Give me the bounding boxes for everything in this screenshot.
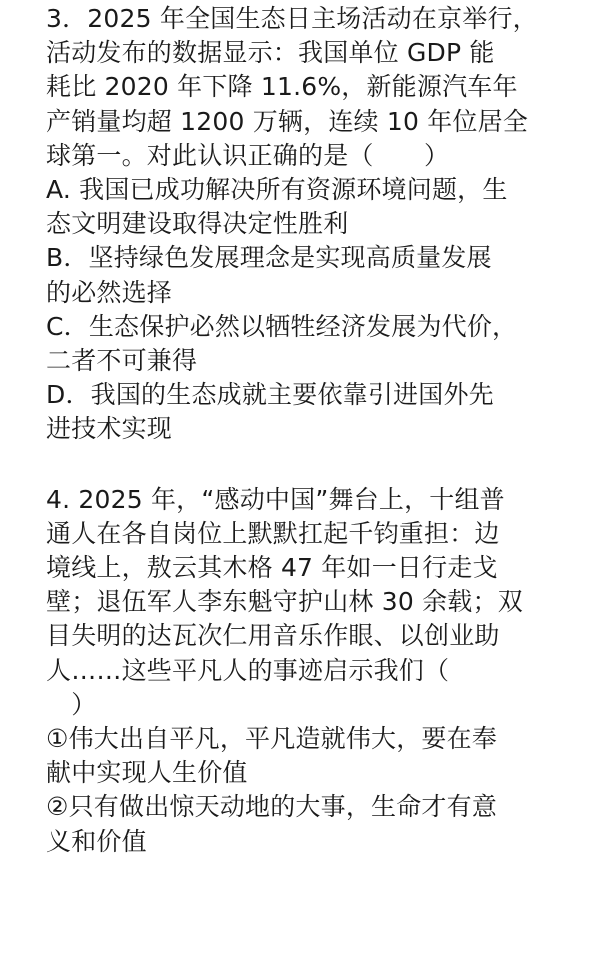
- question-4-line: 目失明的达瓦次仁用音乐作眼、以创业助: [46, 621, 500, 651]
- statement-2-line: 义和价值: [46, 826, 147, 856]
- question-4-line: 人……这些平凡人的事迹启示我们（: [46, 655, 450, 685]
- question-3-line: 活动发布的数据显示：我国单位 GDP 能: [46, 38, 495, 68]
- question-4-line: 壁；退伍军人李东魁守护山林 30 余载；双: [46, 587, 523, 617]
- question-3-line: 耗比 2020 年下降 11.6%，新能源汽车年: [46, 72, 518, 102]
- question-3-line: 球第一。对此认识正确的是（ ）: [46, 140, 450, 170]
- option-a-line: 态文明建设取得决定性胜利: [46, 209, 349, 239]
- question-4-line: 通人在各自岗位上默默扛起千钧重担：边: [46, 518, 500, 548]
- question-3-line: 产销量均超 1200 万辆，连续 10 年位居全: [46, 106, 529, 136]
- statement-1-line: 献中实现人生价值: [46, 758, 248, 788]
- option-c: [46, 310, 580, 378]
- question-4-line: 境线上，敖云其木格 47 年如一日行走戈: [46, 553, 498, 583]
- option-c-line: 二者不可兼得: [46, 346, 198, 376]
- statement-1-line: ①伟大出自平凡，平凡造就伟大，要在奉: [46, 724, 498, 754]
- option-a-line: A. 我国已成功解决所有资源环境问题，生: [46, 175, 508, 205]
- question-3: [46, 2, 580, 447]
- statement-2-line: ②只有做出惊天动地的大事，生命才有意: [46, 792, 498, 822]
- question-3-line: 3．2025 年全国生态日主场活动在京举行，: [46, 4, 538, 33]
- question-4-line: 4. 2025 年，“感动中国”舞台上，十组普: [46, 484, 505, 514]
- option-b: [46, 241, 580, 309]
- question-4-line: ）: [46, 689, 97, 719]
- option-a: [46, 173, 580, 241]
- option-d-line: D．我国的生态成就主要依靠引进国外先: [46, 380, 494, 410]
- statement-1: [46, 722, 580, 790]
- option-d: [46, 378, 580, 446]
- option-d-line: 进技术实现: [46, 414, 173, 444]
- option-c-line: C．生态保护必然以牺牲经济发展为代价，: [46, 311, 518, 341]
- option-b-line: 的必然选择: [46, 277, 173, 307]
- question-4: [46, 483, 580, 859]
- statement-2: [46, 790, 580, 858]
- option-b-line: B．坚持绿色发展理念是实现高质量发展: [46, 243, 492, 273]
